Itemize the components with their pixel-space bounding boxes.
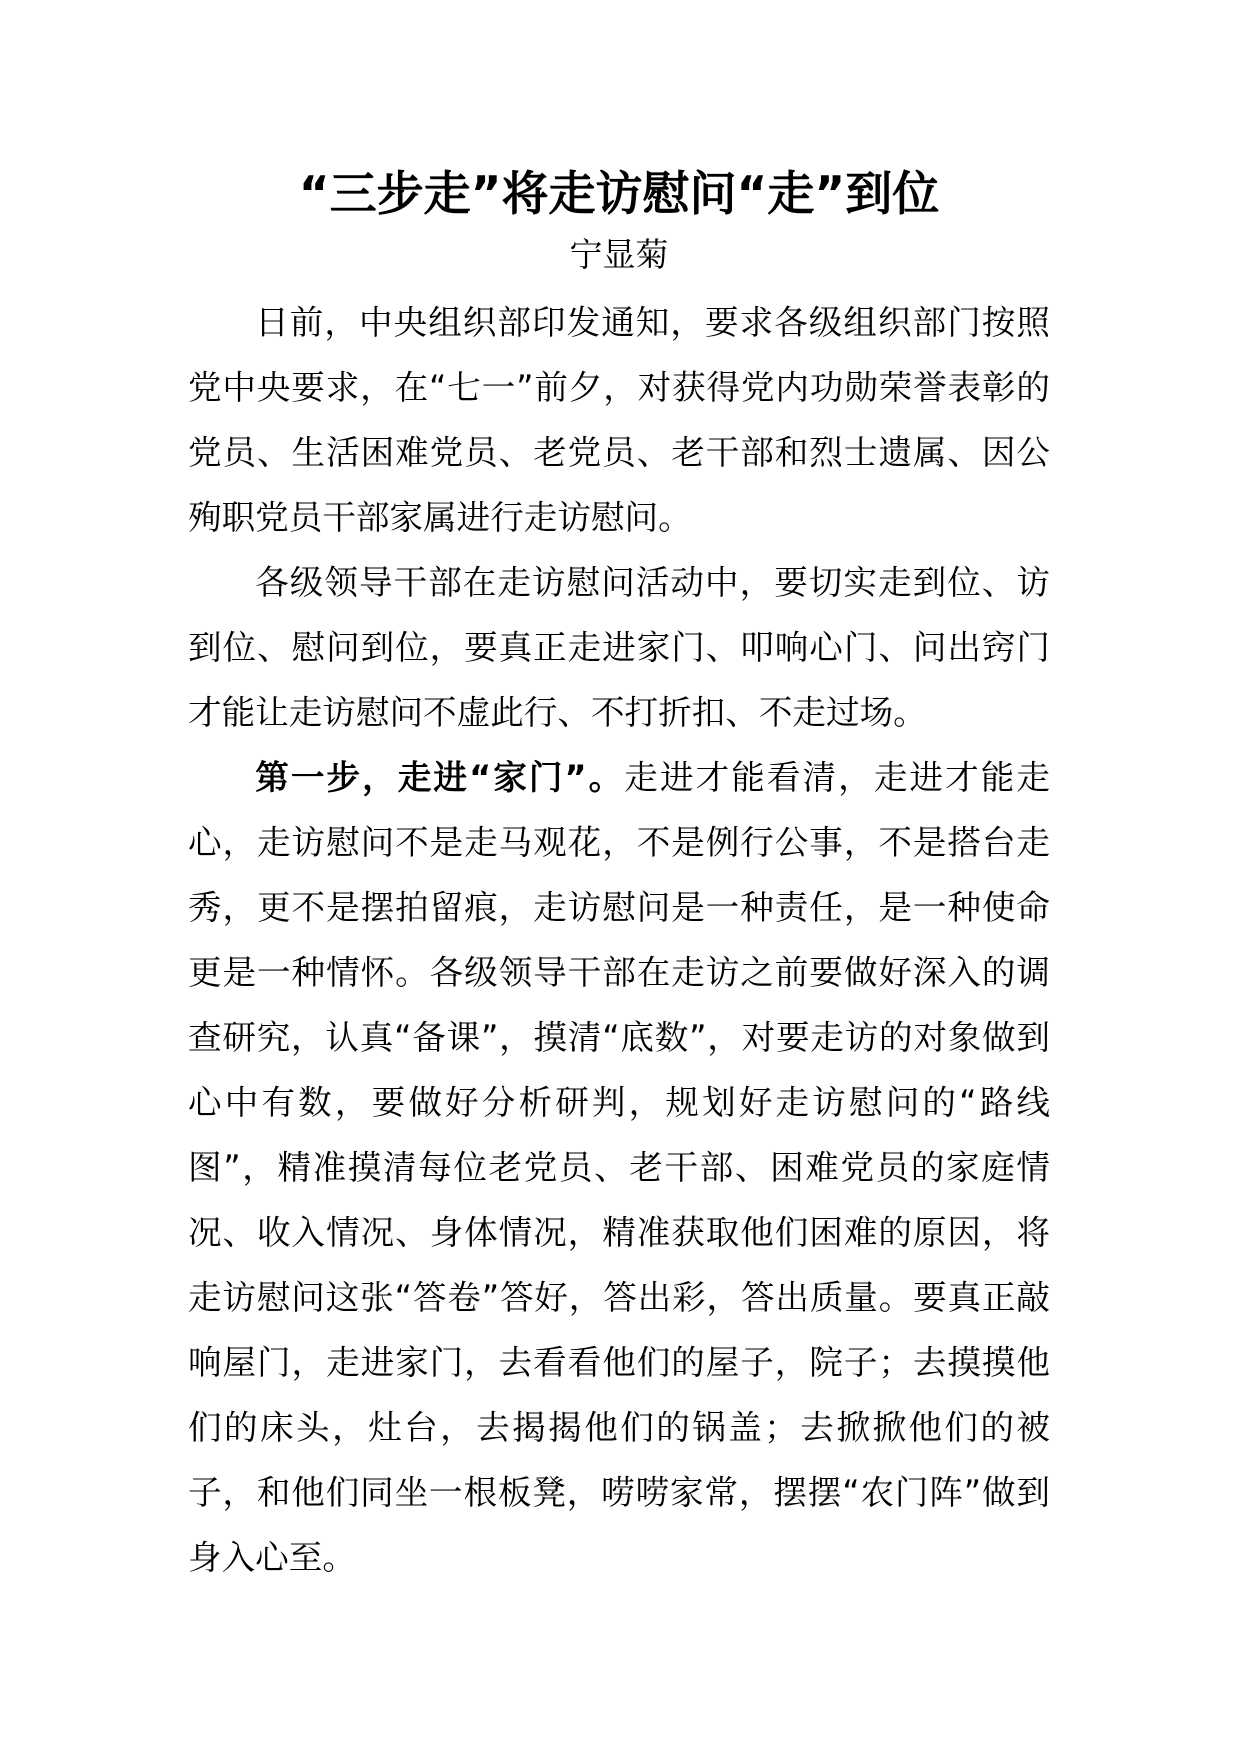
paragraph-3 (188, 745, 1050, 1590)
paragraph-text: 各级领导干部在走访慰问活动中，要切实走到位、访到位、慰问到位，要真正走进家门、叩响心门、问出窍门才能让走访慰问不虚此行、不打折扣、不走过场。 (188, 563, 1050, 732)
paragraph-2 (188, 550, 1050, 745)
paragraph-text: 日前，中央组织部印发通知，要求各级组织部门按照党中央要求，在“七一”前夕，对获得党内功勋荣誉表彰的党员、生活困难党员、老党员、老干部和烈士遗属、因公殉职党员干部家属进行走访慰问。 (188, 303, 1050, 537)
document-title: “三步走”将走访慰问“走”到位 (298, 167, 940, 222)
paragraph-lead-heading: 第一步，走进“家门”。 (255, 758, 625, 797)
paragraph-text: 走进才能看清，走进才能走心，走访慰问不是走马观花，不是例行公事，不是搭台走秀，更不是摆拍留痕，走访慰问是一种责任，是一种使命更是一种情怀。各级领导干部在走访之前要做好深入的调查研究，认真“备课”，摸清“底数”，对要走访的对象做到心中有数，要做好分析研判，规划好走访慰问的“路线图”，精准摸清每位老党员、老干部、困难党员的家庭情况、收入情况、身体情况，精准获取他们困难的原因，将走访慰问这张“答卷”答好，答出彩，答出质量。要真正敲响屋门，走进家门，去看看他们的屋子，院子；去摸摸他们的床头，灶台，去揭揭他们的锅盖；去掀掀他们的被子，和他们同坐一根板凳，唠唠家常，摆摆“农门阵”做到身入心至。 (188, 758, 1050, 1577)
document-page (188, 160, 1050, 1590)
paragraph-1 (188, 290, 1050, 550)
author-name: 宁显菊 (569, 235, 669, 274)
